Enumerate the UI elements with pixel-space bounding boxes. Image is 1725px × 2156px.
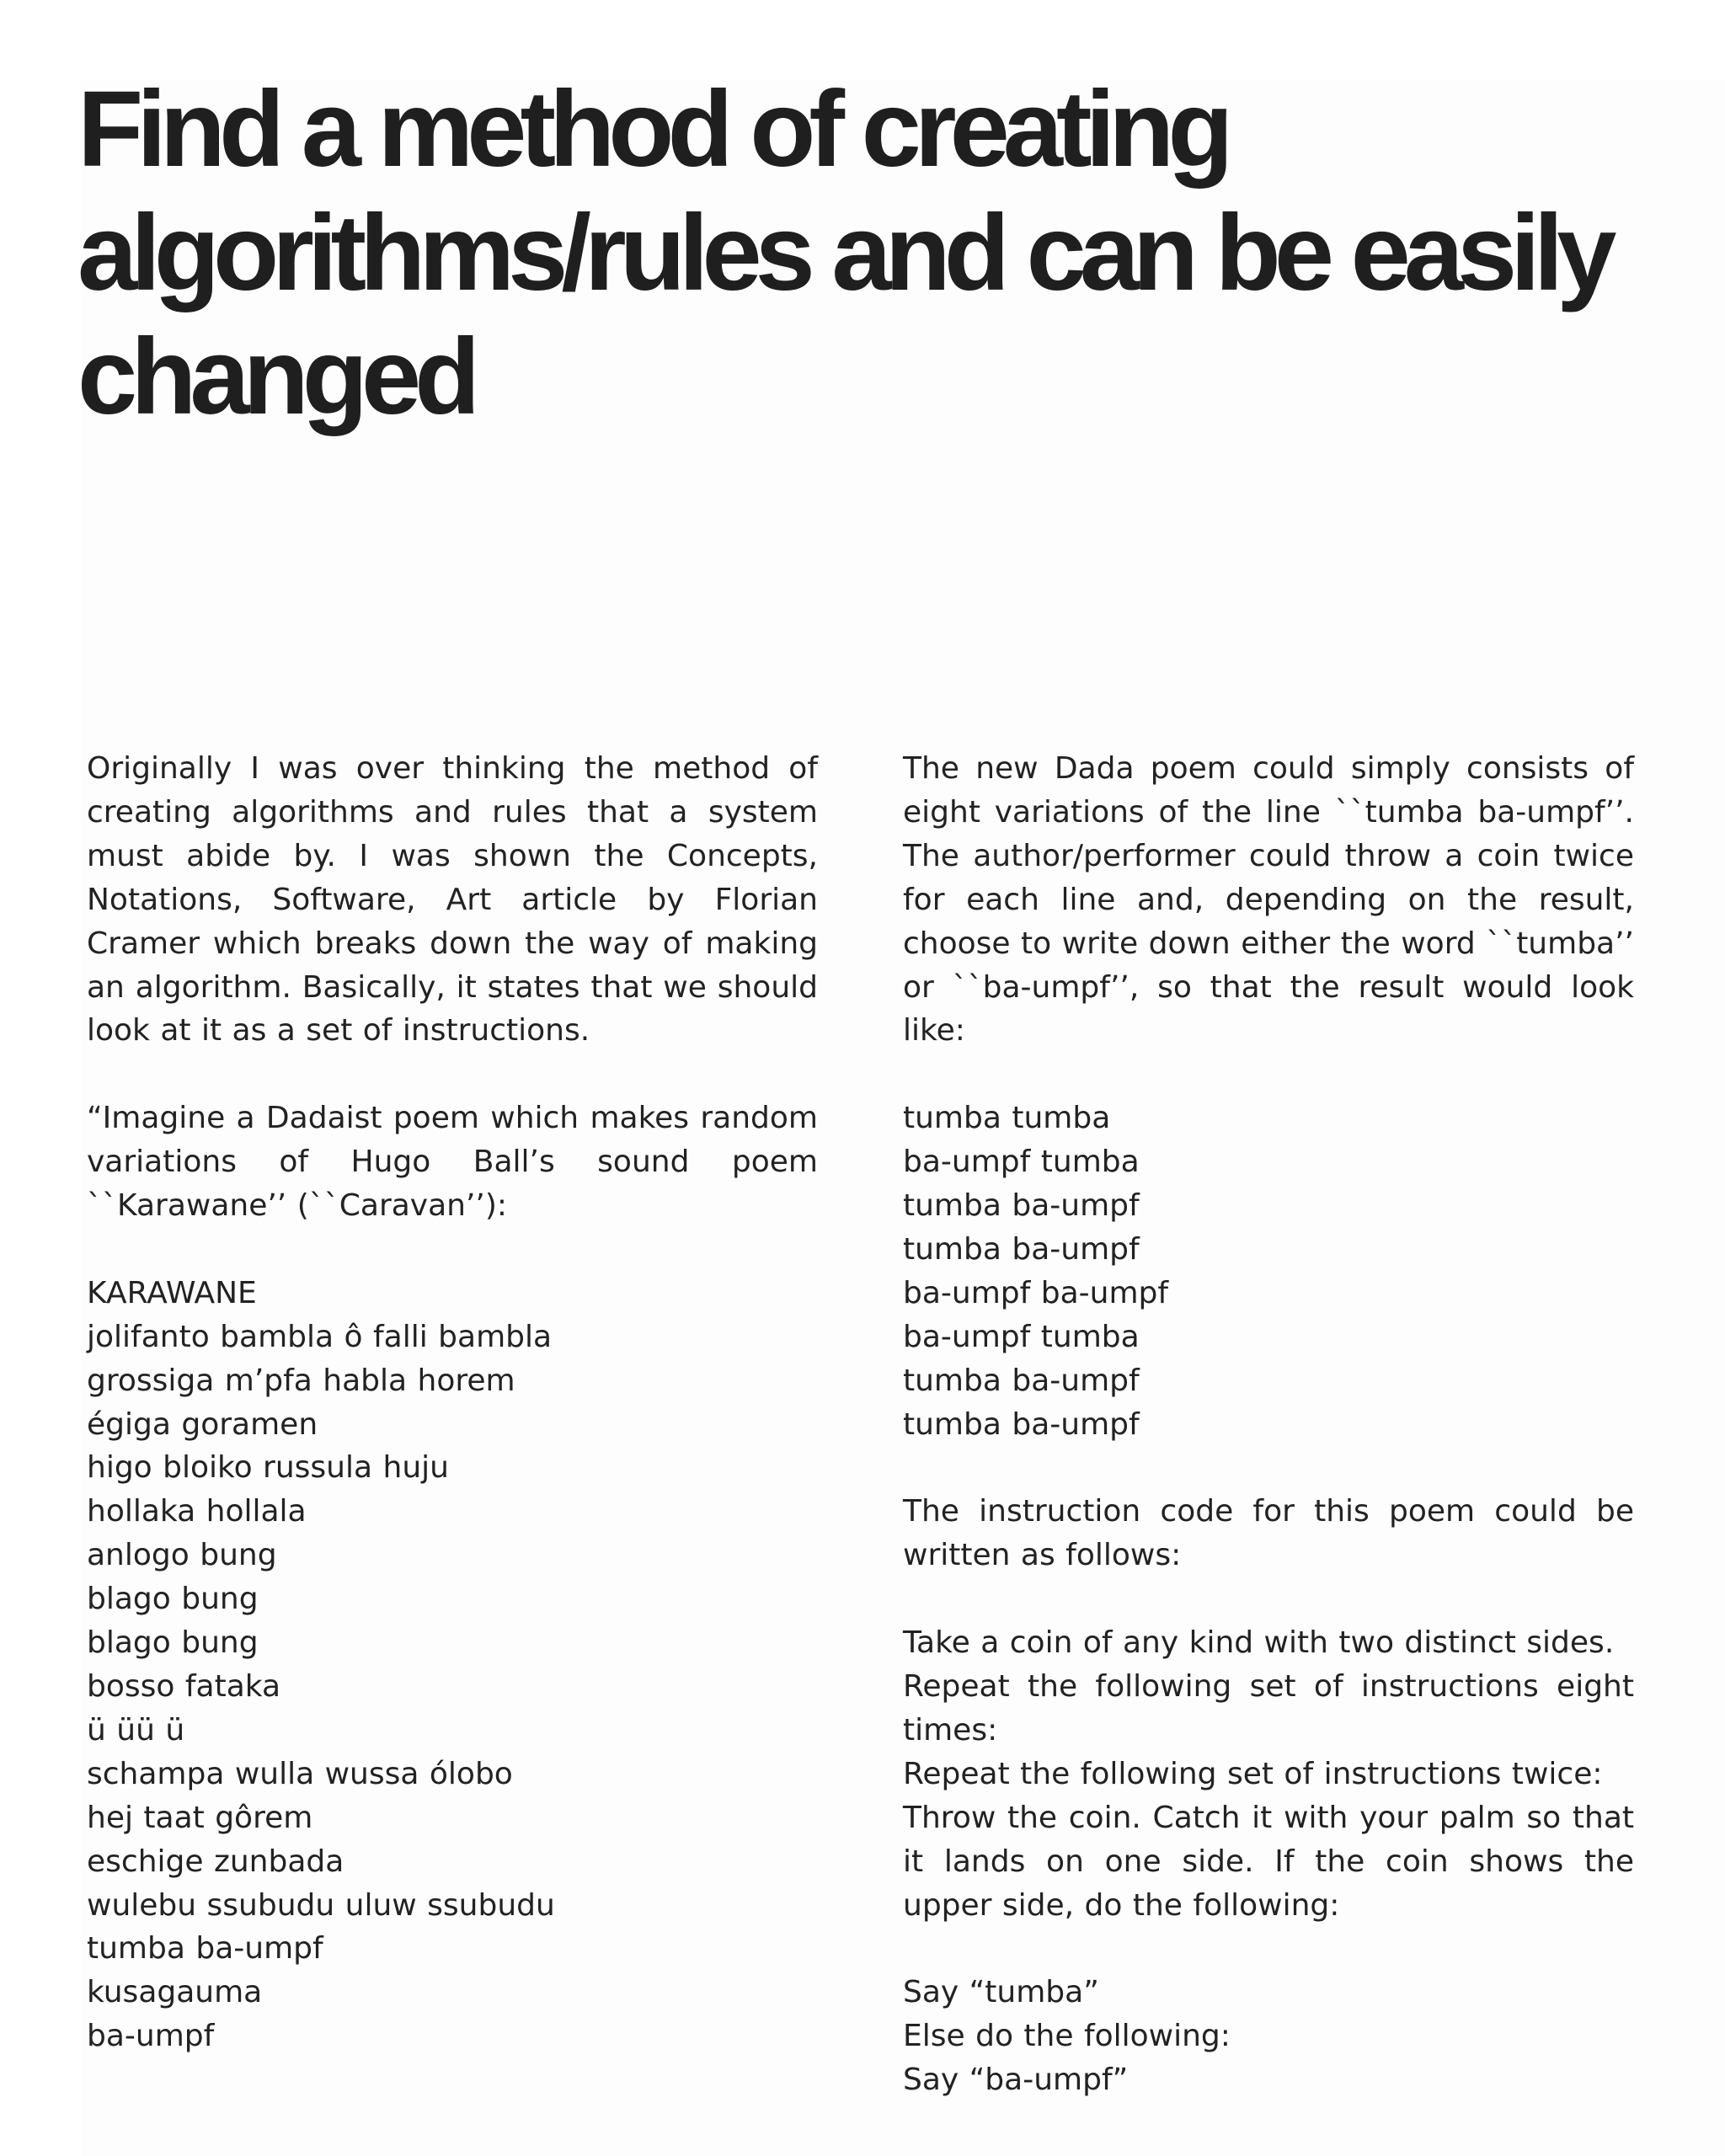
instruction-list bbox=[903, 1621, 1634, 1927]
dada-intro-paragraph: The new Dada poem could simply consists of eight variations of the line ``tumba ba-umpf’’. The author/performer could throw a coin twice for each line and, depending on the result, choose to write down either the word ``tumba’’ or ``ba-umpf’’, so that the result would look like: bbox=[903, 751, 1634, 1049]
poem-line: eschige zunbada bbox=[87, 1844, 344, 1879]
instruction-code-intro: The instruction code for this poem could be written as follows: bbox=[903, 1494, 1634, 1573]
poem-line: blago bung bbox=[87, 1582, 259, 1617]
say-line: Say “tumba” bbox=[903, 1975, 1099, 2010]
say-line: Say “ba-umpf” bbox=[903, 2063, 1129, 2098]
poem-line: KARAWANE bbox=[87, 1275, 257, 1310]
result-poem bbox=[903, 1097, 1634, 1446]
poem-line: schampa wulla wussa ólobo bbox=[87, 1756, 513, 1791]
poem-line: ba-umpf bbox=[87, 2019, 215, 2054]
poem-line: blago bung bbox=[87, 1625, 259, 1661]
poem-line: ü üü ü bbox=[87, 1712, 185, 1748]
say-line: Else do the following: bbox=[903, 2019, 1231, 2054]
karawane-poem bbox=[87, 1272, 818, 2058]
left-column bbox=[87, 747, 818, 2102]
instruction-line: Throw the coin. Catch it with your palm so that it lands on one side. If the coin shows the upper side, do the following: bbox=[903, 1800, 1634, 1923]
poem-line: higo bloiko russula huju bbox=[87, 1450, 449, 1486]
poem-line: wulebu ssubudu uluw ssubudu bbox=[87, 1887, 555, 1923]
poem-line: bosso fataka bbox=[87, 1669, 281, 1704]
poem-line: égiga goramen bbox=[87, 1406, 318, 1442]
result-line: tumba ba-umpf bbox=[903, 1406, 1140, 1442]
poem-line: tumba ba-umpf bbox=[87, 1931, 323, 1967]
result-line: tumba ba-umpf bbox=[903, 1231, 1140, 1267]
poem-line: hollaka hollala bbox=[87, 1494, 307, 1529]
result-line: tumba ba-umpf bbox=[903, 1363, 1140, 1398]
intro-paragraph: Originally I was over thinking the method of creating algorithms and rules that a system must abide by. I was shown the Concepts, Notations, Software, Art article by Florian Cramer which breaks down the way of making an algorithm. Basically, it states that we should look at it as a set of instructions. bbox=[87, 751, 818, 1049]
instruction-line: Take a coin of any kind with two distinct sides. bbox=[903, 1625, 1615, 1661]
poem-line: hej taat gôrem bbox=[87, 1800, 313, 1835]
result-line: tumba ba-umpf bbox=[903, 1188, 1140, 1224]
poem-line: jolifanto bambla ô falli bambla bbox=[87, 1319, 553, 1354]
result-line: tumba tumba bbox=[903, 1101, 1111, 1136]
result-line: ba-umpf tumba bbox=[903, 1145, 1140, 1180]
poem-line: grossiga m’pfa habla horem bbox=[87, 1363, 515, 1398]
page-title: Find a method of creating algorithms/rules and can be easily changed bbox=[77, 69, 1610, 437]
result-line: ba-umpf tumba bbox=[903, 1319, 1140, 1354]
quote-paragraph: “Imagine a Dadaist poem which makes random variations of Hugo Ball’s sound poem ``Karawane’’ (``Caravan’’): bbox=[87, 1101, 818, 1224]
result-line: ba-umpf ba-umpf bbox=[903, 1275, 1169, 1310]
right-column bbox=[903, 747, 1634, 2146]
poem-line: anlogo bung bbox=[87, 1538, 277, 1573]
instruction-line: Repeat the following set of instructions eight times: bbox=[903, 1668, 1634, 1748]
say-instructions bbox=[903, 1971, 1634, 2102]
poem-line: kusagauma bbox=[87, 1975, 263, 2010]
instruction-line: Repeat the following set of instructions twice: bbox=[903, 1756, 1603, 1791]
